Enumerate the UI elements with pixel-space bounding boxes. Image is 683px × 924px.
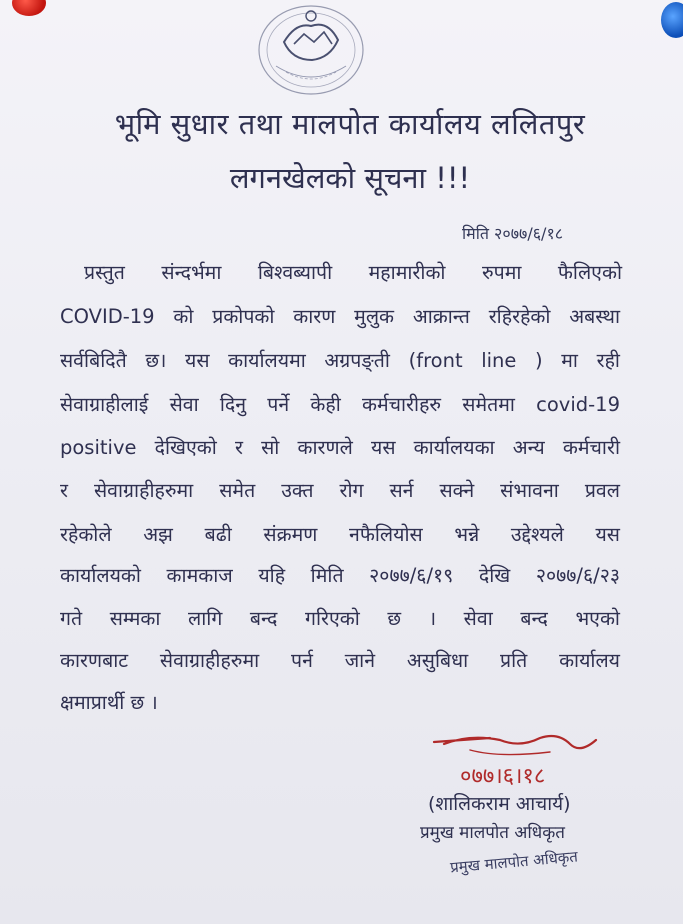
notice-date: मिति २०७७/६/१८: [462, 224, 564, 243]
signer-name: (शालिकराम आचार्य): [428, 793, 571, 815]
signature-block: [410, 720, 650, 920]
body-line: सेवाग्राहीलाई सेवा दिनु पर्ने केही कर्मचारीहरु समेतमा covid-19: [60, 393, 620, 416]
body-line: र सेवाग्राहीहरुमा समेत उक्त रोग सर्न सक्ने संभावना प्रवल: [60, 479, 620, 502]
blue-pushpin: [661, 2, 683, 38]
body-line: रहेकोले अझ बढी संक्रमण नफैलियोस भन्ने उद्देश्यले यस: [60, 523, 620, 546]
government-seal-emblem: [246, 2, 376, 114]
body-line: प्रस्तुत संन्दर्भमा बिश्वब्यापी महामारीको रुपमा फैलिएको: [84, 261, 622, 284]
handwritten-date: ०७७।६।१८: [460, 764, 546, 789]
signer-title: प्रमुख मालपोत अधिकृत: [420, 823, 565, 843]
body-line: क्षमाप्रार्थी छ ।: [60, 691, 158, 714]
body-line: सर्वबिदितै छ। यस कार्यालयमा अग्रपङ्ती (front line ) मा रही: [60, 349, 620, 372]
office-title: भूमि सुधार तथा मालपोत कार्यालय ललितपुर: [114, 107, 586, 141]
body-line: positive देखिएको र सो कारणले यस कार्यालयका अन्य कर्मचारी: [60, 436, 620, 459]
body-line: COVID-19 को प्रकोपको कारण मुलुक आक्रान्त रहिरहेको अबस्था: [60, 305, 620, 328]
official-stamp: प्रमुख मालपोत अधिकृत: [449, 847, 579, 877]
body-line: गते सम्मका लागि बन्द गरिएको छ । सेवा बन्द भएको: [60, 607, 620, 630]
notice-title: लगनखेलको सूचना !!!: [229, 161, 471, 195]
body-line: कार्यालयको कामकाज यहि मिति २०७७/६/१९ देखि २०७७/६/२३: [60, 564, 620, 587]
handwritten-signature: [430, 724, 600, 764]
body-line: कारणबाट सेवाग्राहीहरुमा पर्न जाने असुबिधा प्रति कार्यालय: [60, 649, 620, 672]
